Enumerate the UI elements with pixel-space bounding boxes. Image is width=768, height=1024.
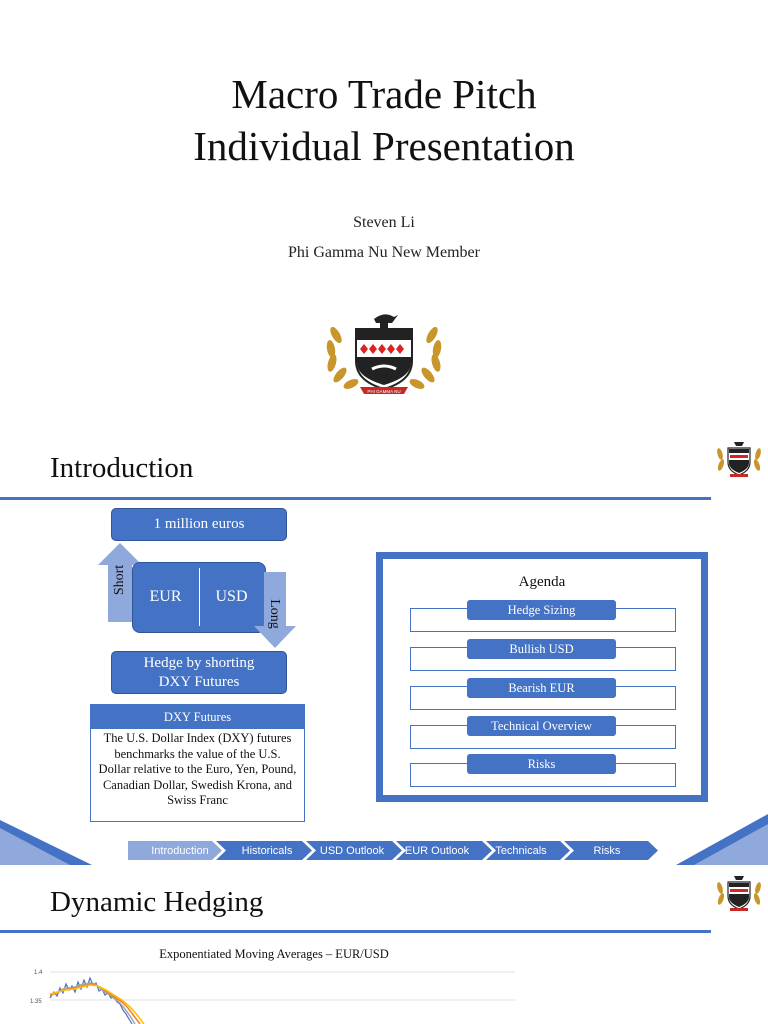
agenda-item-technical-overview: Technical Overview: [467, 716, 616, 736]
ema-series-yellow: [50, 985, 144, 1024]
y-tick-1-35: 1.35: [30, 999, 42, 1005]
eur-cell: EUR: [149, 588, 182, 605]
hedge-box-line2: DXY Futures: [158, 673, 240, 690]
slide3-title-divider: [0, 930, 711, 933]
presenter-name: Steven Li: [353, 214, 415, 231]
slide2-title: Introduction: [50, 452, 194, 484]
ema-chart: [20, 962, 520, 1024]
dxy-futures-card: [90, 704, 305, 822]
y-tick-1-4: 1.4: [34, 970, 43, 976]
agenda-title: Agenda: [518, 574, 566, 590]
right-corner-decoration: [676, 814, 768, 865]
dxy-card-header: DXY Futures: [91, 705, 304, 729]
usd-cell: USD: [215, 588, 248, 605]
phi-gamma-nu-crest-logo: [322, 305, 446, 397]
nav-historicals[interactable]: Historicals: [241, 844, 293, 857]
agenda-item-bearish-eur: Bearish EUR: [467, 678, 616, 698]
small-crest-logo: [714, 438, 764, 480]
slide1-title-line2: Individual Presentation: [193, 123, 575, 169]
presenter-affiliation: Phi Gamma Nu New Member: [288, 244, 480, 261]
hedge-box: [111, 651, 287, 694]
long-label: Long: [267, 599, 282, 629]
slide3-title: Dynamic Hedging: [50, 886, 264, 918]
left-corner-decoration: [0, 820, 92, 865]
slide1-title-line1: Macro Trade Pitch: [231, 71, 537, 117]
short-label: Short: [112, 564, 127, 596]
nav-eur-outlook[interactable]: EUR Outlook: [404, 844, 470, 857]
hedge-box-line1: Hedge by shorting: [143, 654, 255, 671]
ema-series-gray: [50, 983, 135, 1024]
nav-technicals[interactable]: Technicals: [495, 844, 547, 857]
one-million-euros-box: 1 million euros: [111, 508, 287, 541]
agenda-item-bullish-usd: Bullish USD: [467, 639, 616, 659]
agenda-item-risks: Risks: [467, 754, 616, 774]
nav-introduction[interactable]: Introduction: [151, 844, 209, 857]
slide2-title-divider: [0, 497, 711, 500]
crest-ribbon-text: PHI GAMMA NU: [367, 389, 401, 394]
small-crest-logo: [714, 872, 764, 914]
agenda-item-hedge-sizing: Hedge Sizing: [467, 600, 616, 620]
chart-title: Exponentiated Moving Averages – EUR/USD: [159, 947, 389, 961]
nav-usd-outlook[interactable]: USD Outlook: [319, 844, 385, 857]
dxy-card-body: The U.S. Dollar Index (DXY) futures benchmarks the value of the U.S. Dollar relative to the Euro, Yen, Pound, Canadian Dollar, Swedish Krona, and Swiss Franc: [98, 731, 297, 807]
nav-risks[interactable]: Risks: [593, 844, 621, 857]
